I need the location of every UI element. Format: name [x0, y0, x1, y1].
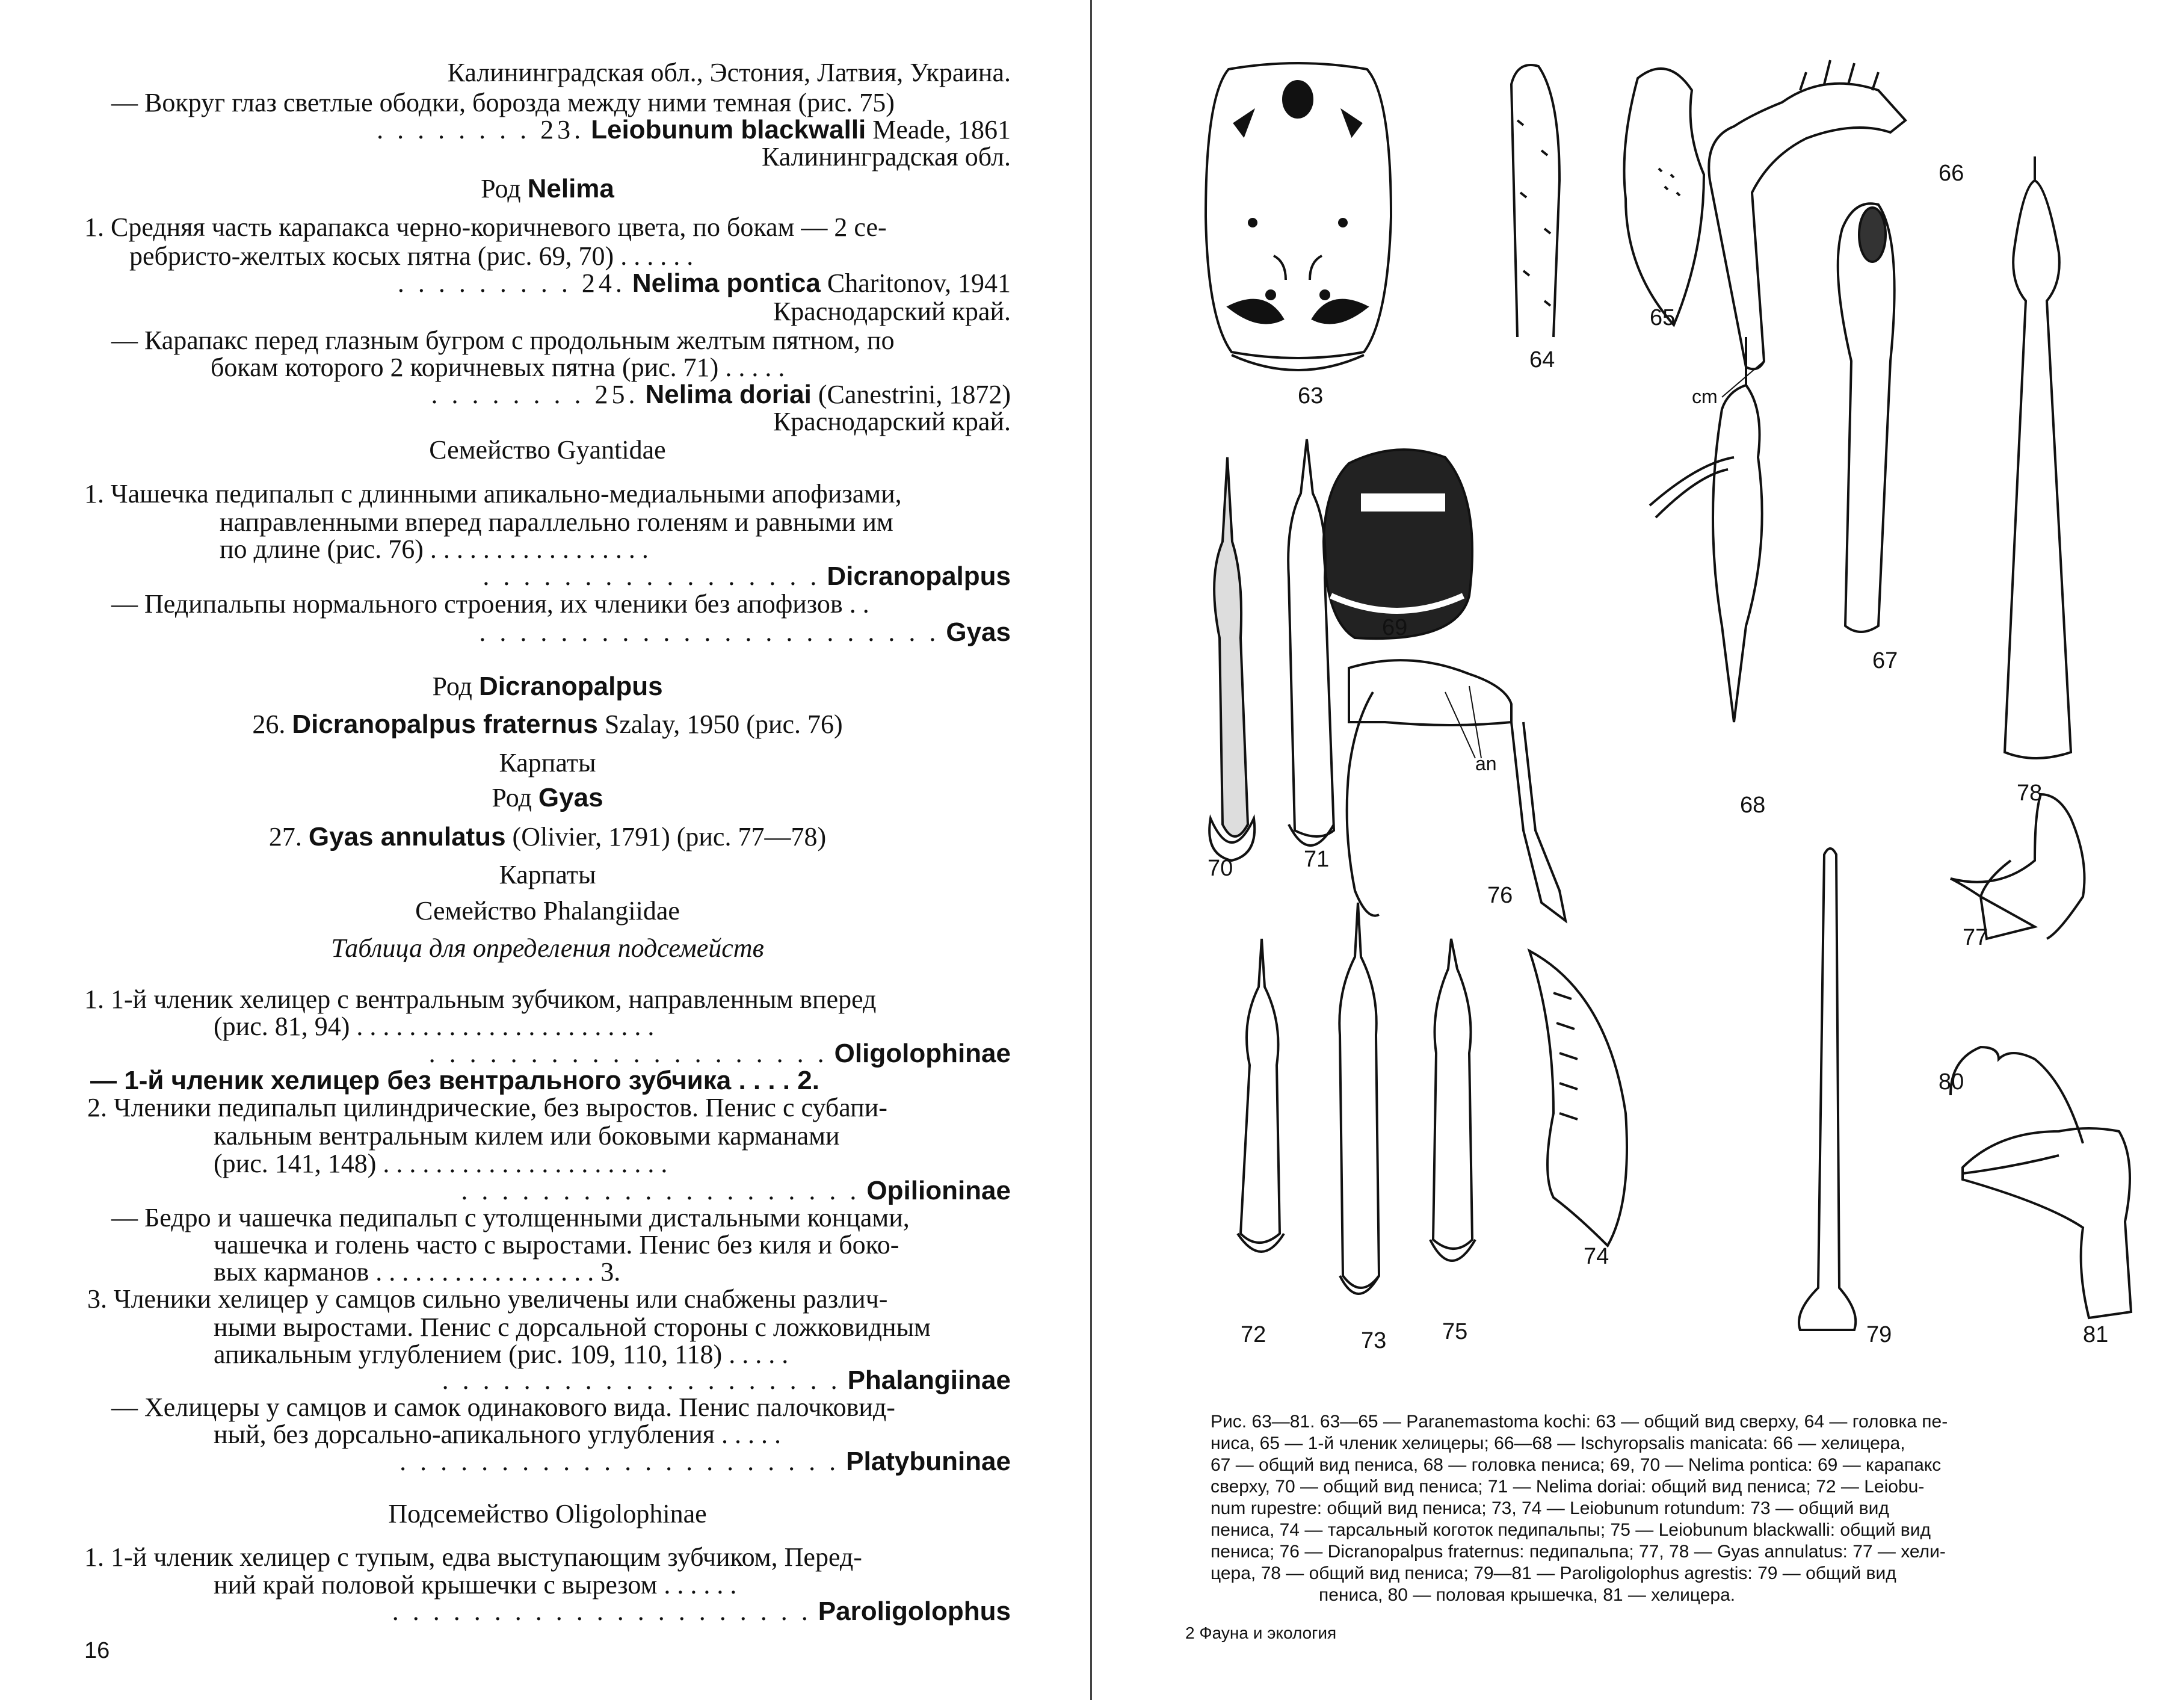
species-name: Nelima doriai [645, 380, 812, 409]
caption-line: ниса, 65 — 1-й членик хелицеры; 66—68 — Ischyropsalis manicata: 66 — хелицера, [1211, 1433, 1905, 1453]
species-entry: 27. Gyas annulatus (Olivier, 1791) (рис. 77—78) [268, 822, 827, 852]
fig-label: 65 [1650, 305, 1676, 330]
text-line: бокам которого 2 коричневых пятна (рис. 71) . . . . . [211, 353, 785, 382]
fig-label: 72 [1241, 1322, 1266, 1347]
fig-63-carapace [1206, 63, 1391, 370]
taxon-name: Platybuninae [846, 1447, 1011, 1476]
fig-label: cm [1692, 386, 1718, 407]
text-line: по длине (рис. 76) . . . . . . . . . . . . . . . . . [220, 534, 649, 564]
family-heading: Семейство Gyantidae [429, 435, 666, 465]
family-heading: Семейство Phalangiidae [415, 896, 680, 926]
key-dots: . . . . . . . . 23. [377, 115, 585, 144]
fig-label: 66 [1939, 161, 1964, 186]
text-line: — 1-й членик хелицер без вентрального зубчика . . . . 2. [90, 1066, 819, 1095]
text-line: 1. 1-й членик хелицер с тупым, едва выступающим зубчиком, Перед- [84, 1542, 862, 1572]
fig-label: 77 [1963, 925, 1988, 950]
text-line: 3. Членики хелицер у самцов сильно увеличены или снабжены различ- [87, 1284, 888, 1314]
species-name: Nelima pontica [632, 268, 821, 298]
text-line: ний край половой крышечки с вырезом . . . . . . [214, 1570, 737, 1600]
text-line: ный, без дорсально-апикального углубления . . . . . [214, 1420, 781, 1449]
genus-heading: Род Nelima [481, 174, 614, 203]
species-name: Leiobunum blackwalli [591, 115, 866, 144]
caption-line: пениса, 80 — половая крышечка, 81 — хелицера. [1319, 1585, 1736, 1605]
text-line: апикальным углублением (рис. 109, 110, 118) . . . . . [214, 1340, 789, 1369]
taxon-name: Phalangiinae [847, 1365, 1011, 1395]
fig-label: 63 [1298, 383, 1324, 409]
text-line: . . . . . . . . . . . . . . . . . . . . Phalangiinae [442, 1365, 1011, 1395]
fig-81-chelicera [1963, 1128, 2131, 1318]
text-line: — Бедро и чашечка педипальп с утолщенными дистальными концами, [111, 1203, 910, 1232]
text-line: — Хелицеры у самцов и самок одинакового вида. Пенис палочковид- [111, 1392, 895, 1422]
fig-label: 75 [1442, 1319, 1468, 1344]
fig-label: 70 [1208, 856, 1233, 881]
text-line: кальным вентральным килем или боковыми карманами [214, 1121, 840, 1151]
text-line: . . . . . . . . . . . . . . . . . . . . Oligolophinae [428, 1039, 1011, 1068]
fig-64-penis-head [1511, 65, 1559, 337]
taxon-name: Oligolophinae [834, 1039, 1011, 1068]
text-line: . . . . . . . . . . . . . . . . . . . . Opilioninae [461, 1176, 1011, 1205]
distribution: Карпаты [499, 748, 596, 777]
text-line: — Карапакс перед глазным бугром с продольным желтым пятном, по [111, 326, 895, 355]
fig-65-chelicera [1624, 69, 1704, 325]
caption-line: цера, 78 — общий вид пениса; 79—81 — Paroligolophus agrestis: 79 — общий вид [1211, 1563, 1896, 1583]
fig-75-penis [1430, 939, 1475, 1261]
caption-line: сверху, 70 — общий вид пениса; 71 — Nelima doriai: общий вид пениса; 72 — Leiobu- [1211, 1477, 1925, 1497]
fig-70-penis [1209, 457, 1254, 861]
text-line: 2. Членики педипальп цилиндрические, без выростов. Пенис с субапи- [87, 1093, 887, 1122]
text-line: . . . . . . . . . 24. Nelima pontica Charitonov, 1941 [397, 268, 1011, 298]
fig-label: an [1475, 753, 1497, 774]
right-page [1096, 0, 2184, 1700]
caption-line: 67 — общий вид пениса, 68 — головка пениса; 69, 70 — Nelima pontica: 69 — карапакс [1211, 1455, 1942, 1475]
taxon-name: Paroligolophus [818, 1596, 1011, 1626]
text-line: — Вокруг глаз светлые ободки, борозда между ними темная (рис. 75) [111, 88, 895, 117]
text-line: чашечка и голень часто с выростами. Пенис без киля и боко- [214, 1230, 899, 1260]
table-heading: Таблица для определения подсемейств [331, 933, 764, 963]
fig-77-chelicera [1951, 794, 2085, 939]
caption-line: num rupestre: общий вид пениса; 73, 74 — Leiobunum rotundum: 73 — общий вид [1211, 1498, 1889, 1518]
fig-label: 71 [1304, 847, 1330, 872]
fig-78-penis [2005, 156, 2071, 758]
text-line: — Педипальпы нормального строения, их членики без апофизов . . [111, 589, 869, 619]
figure-plate [1096, 0, 2184, 1402]
page-number: 16 [84, 1638, 110, 1663]
text-line: ными выростами. Пенис с дорсальной стороны с ложковидным [214, 1312, 931, 1342]
fig-label: 74 [1584, 1244, 1609, 1269]
fig-label: 69 [1382, 615, 1408, 640]
fig-label: 78 [2017, 780, 2043, 806]
species-entry: 26. Dicranopalpus fraternus Szalay, 1950 (рис. 76) [252, 709, 843, 739]
text-line: . . . . . . . . 25. Nelima doriai (Canestrini, 1872) [431, 380, 1011, 409]
fig-label: 73 [1361, 1328, 1387, 1353]
fig-74-claw [1529, 951, 1627, 1246]
fig-label: 67 [1872, 648, 1898, 673]
fig-73-penis [1339, 903, 1379, 1294]
fig-label: 64 [1529, 347, 1555, 372]
fig-69-carapace [1324, 450, 1472, 638]
page-footer: 2 Фауна и экология [1185, 1624, 1337, 1642]
fig-76-pedipalp [1347, 660, 1566, 921]
text-line: (рис. 81, 94) . . . . . . . . . . . . . . . . . . . . . . . [214, 1012, 655, 1041]
fig-79-penis [1799, 848, 1855, 1330]
caption-line: пениса, 74 — тарсальный коготок педипальпы; 75 — Leiobunum blackwalli: общий вид [1211, 1520, 1931, 1540]
fig-label: 79 [1866, 1322, 1892, 1347]
text-line: . . . . . . . . . . . . . . . . . . . . . . Platybuninae [399, 1447, 1011, 1476]
fig-71-penis [1288, 439, 1334, 845]
caption-line: пениса; 76 — Dicranopalpus fraternus: педипальпа; 77, 78 — Gyas annulatus: 77 — хели- [1211, 1542, 1946, 1562]
genus-heading: Род Gyas [492, 783, 603, 812]
fig-67-penis [1838, 203, 1895, 632]
subfamily-heading: Подсемейство Oligolophinae [388, 1499, 707, 1528]
text-line: вых карманов . . . . . . . . . . . . . . . . . 3. [214, 1257, 621, 1287]
text-line: 1. Средняя часть карапакса черно-коричневого цвета, по бокам — 2 се- [84, 212, 887, 242]
fig-label: 76 [1487, 883, 1513, 908]
text-line: 1. 1-й членик хелицер с вентральным зубчиком, направленным вперед [84, 984, 877, 1014]
distribution: Краснодарский край. [773, 407, 1011, 436]
text-line: направленными вперед параллельно голеням и равными им [220, 507, 893, 537]
fig-72-penis [1238, 939, 1284, 1252]
taxon-name: Gyas [946, 617, 1011, 647]
taxon-name: Opilioninae [866, 1176, 1011, 1205]
species-author: Meade, 1861 [872, 115, 1011, 144]
caption-line: Рис. 63—81. 63—65 — Paranemastoma kochi: 63 — общий вид сверху, 64 — головка пе- [1211, 1412, 1948, 1432]
fig-80-operculum [1951, 1047, 2083, 1143]
distribution: Карпаты [499, 860, 596, 889]
fig-label: 68 [1740, 793, 1766, 818]
fig-label: 80 [1939, 1069, 1964, 1095]
text-line: (рис. 141, 148) . . . . . . . . . . . . . . . . . . . . . . [214, 1149, 668, 1178]
fig-label: 81 [2083, 1322, 2109, 1347]
distribution: Калининградская обл. [761, 142, 1011, 172]
taxon-name: Dicranopalpus [827, 561, 1011, 591]
text-line: Калининградская обл., Эстония, Латвия, Украина. [447, 58, 1011, 87]
text-line: . . . . . . . . . . . . . . . . . Dicranopalpus [483, 561, 1011, 591]
text-line: ребристо-желтых косых пятна (рис. 69, 70) . . . . . . [129, 241, 694, 271]
text-line: . . . . . . . . . . . . . . . . . . . . . . . Gyas [479, 617, 1011, 647]
genus-heading: Род Dicranopalpus [432, 672, 663, 701]
text-line: 1. Чашечка педипальп с длинными апикально-медиальными апофизами, [84, 479, 902, 508]
text-line: . . . . . . . . . . . . . . . . . . . . . Paroligolophus [392, 1596, 1011, 1626]
distribution: Краснодарский край. [773, 297, 1011, 326]
